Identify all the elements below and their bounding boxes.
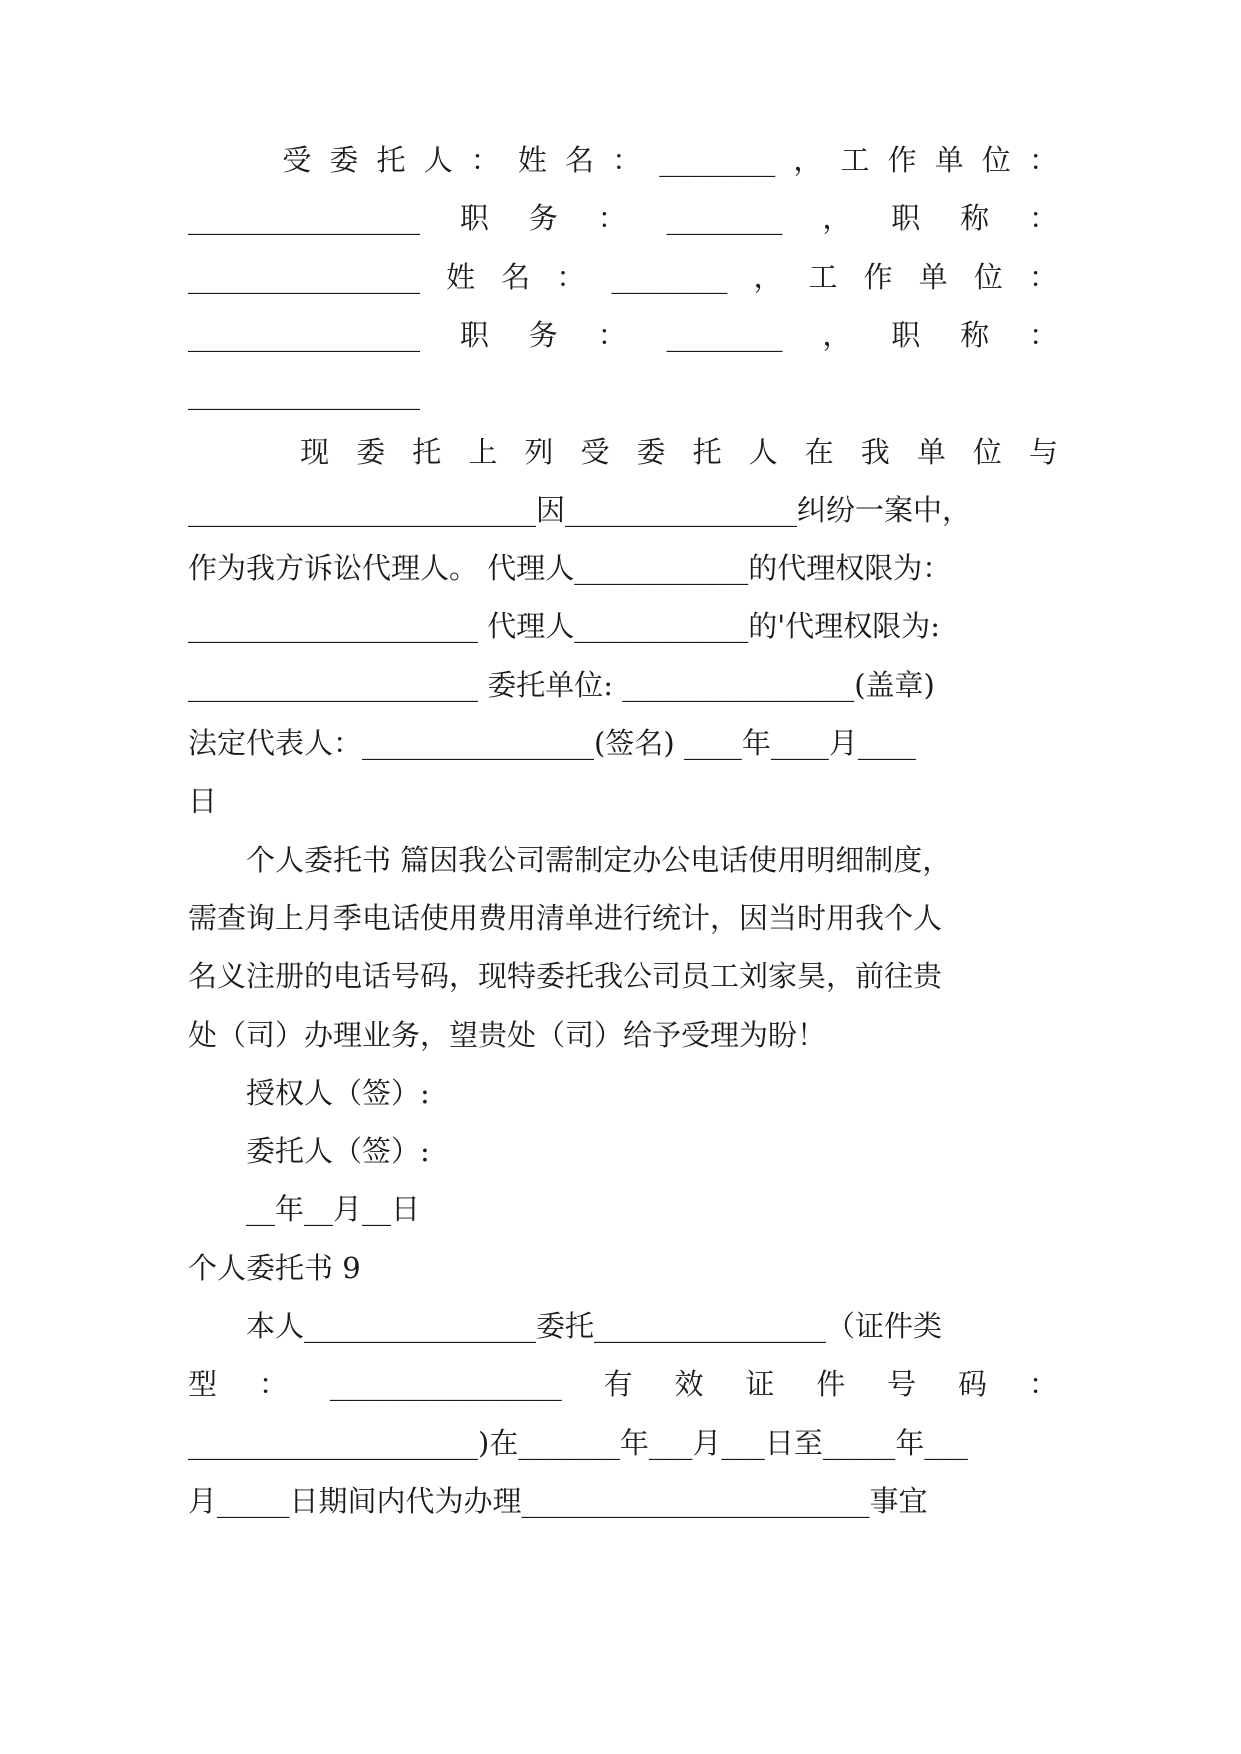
text-glyph: 托	[692, 435, 722, 469]
text-line: ________________	[188, 376, 420, 410]
text-glyph: ：	[1028, 201, 1058, 235]
text-glyph: 务	[528, 201, 558, 235]
text-glyph: ：	[556, 260, 586, 294]
text-glyph: 单	[918, 260, 948, 294]
text-line	[188, 1355, 1058, 1413]
text-glyph: 职	[891, 318, 921, 352]
text-glyph: 委	[356, 435, 386, 469]
text-line	[188, 189, 1058, 247]
text-glyph: 务	[528, 318, 558, 352]
text-glyph: 名	[565, 143, 595, 177]
text-line: 处（司）办理业务，望贵处（司）给予受理为盼！	[188, 1018, 827, 1052]
text-glyph: 码	[957, 1367, 987, 1401]
text-glyph: 人	[423, 143, 453, 177]
text-line: ____________________ 委托单位: ________________(盖章)	[188, 668, 935, 702]
text-glyph	[188, 131, 217, 189]
text-glyph: ________	[666, 318, 783, 352]
text-line: 需查询上月季电话使用费用清单进行统计，因当时用我个人	[188, 901, 943, 935]
text-glyph: 作	[887, 143, 917, 177]
text-glyph: 受	[282, 143, 312, 177]
text-glyph	[244, 423, 273, 481]
text-glyph: ，	[793, 143, 823, 177]
text-glyph: ________	[666, 201, 783, 235]
text-glyph: ：	[1028, 260, 1058, 294]
text-glyph: ，	[822, 201, 852, 235]
text-glyph: ________	[659, 143, 776, 177]
text-glyph: 位	[973, 260, 1003, 294]
text-glyph: ________________	[188, 318, 420, 352]
text-line: 个人委托书 9	[188, 1251, 361, 1285]
text-glyph: ：	[597, 201, 627, 235]
text-glyph: 姓	[517, 143, 547, 177]
text-glyph: 工	[840, 143, 870, 177]
text-line: ____________________)在_______年___月___日至_____年___	[188, 1426, 968, 1460]
text-glyph: 单	[916, 435, 946, 469]
text-glyph: 列	[524, 435, 554, 469]
text-glyph: 位	[981, 143, 1011, 177]
text-glyph: 职	[459, 318, 489, 352]
text-line: 法定代表人：________________(签名) ____年____月____	[188, 726, 916, 760]
text-glyph: 与	[1028, 435, 1058, 469]
text-glyph: ________________	[188, 201, 420, 235]
text-glyph: ：	[1028, 318, 1058, 352]
text-glyph: 证	[745, 1367, 775, 1401]
text-line	[188, 131, 1058, 189]
text-line: 授权人（签）:	[188, 1076, 430, 1110]
text-glyph: 型	[188, 1367, 218, 1401]
text-line: 本人________________委托________________（证件类	[188, 1309, 943, 1343]
text-line	[188, 423, 1058, 481]
text-glyph: 职	[891, 201, 921, 235]
text-glyph: 受	[580, 435, 610, 469]
text-line: 作为我方诉讼代理人。 代理人____________的代理权限为：	[188, 551, 952, 585]
text-glyph: 委	[329, 143, 359, 177]
text-glyph: 效	[674, 1367, 704, 1401]
text-line: 个人委托书 篇因我公司需制定办公电话使用明细制度，	[188, 843, 952, 877]
text-line	[188, 248, 1058, 306]
text-glyph	[188, 423, 217, 481]
text-line: 日	[188, 784, 218, 818]
text-glyph: 托	[412, 435, 442, 469]
text-glyph: 位	[972, 435, 1002, 469]
text-glyph: ________	[611, 260, 728, 294]
text-glyph: 我	[860, 435, 890, 469]
text-glyph: 在	[804, 435, 834, 469]
text-glyph: 人	[748, 435, 778, 469]
text-line	[188, 306, 1058, 364]
text-line: 名义注册的电话号码，现特委托我公司员工刘家昊，前往贵	[188, 959, 943, 993]
text-glyph: ，	[822, 318, 852, 352]
text-glyph: 上	[468, 435, 498, 469]
text-glyph: 委	[636, 435, 666, 469]
text-glyph: 称	[960, 318, 990, 352]
text-line: ____________________ 代理人____________的'代理权限为:	[188, 609, 940, 643]
text-glyph: ：	[258, 1367, 288, 1401]
text-glyph	[235, 131, 264, 189]
text-line: __年__月__日	[188, 1192, 421, 1226]
text-glyph: 职	[459, 201, 489, 235]
text-line: ________________________因________________纠纷一案中，	[188, 493, 972, 527]
text-glyph: 名	[501, 260, 531, 294]
text-glyph: ：	[1028, 143, 1058, 177]
text-glyph: ：	[1028, 1367, 1058, 1401]
text-glyph: 托	[376, 143, 406, 177]
text-glyph: ：	[612, 143, 642, 177]
text-glyph: 称	[960, 201, 990, 235]
text-glyph: ________________	[329, 1367, 562, 1401]
text-line: 月_____日期间内代为办理________________________事宜	[188, 1484, 928, 1518]
text-glyph: ：	[597, 318, 627, 352]
text-glyph: 件	[816, 1367, 846, 1401]
text-glyph: ________________	[188, 260, 420, 294]
text-glyph: 工	[808, 260, 838, 294]
text-glyph: 作	[863, 260, 893, 294]
text-glyph: 单	[934, 143, 964, 177]
text-glyph: ：	[470, 143, 500, 177]
text-glyph: 姓	[446, 260, 476, 294]
text-glyph: 现	[300, 435, 330, 469]
text-glyph: ，	[753, 260, 783, 294]
text-glyph: 有	[603, 1367, 633, 1401]
text-line: 委托人（签）:	[188, 1134, 430, 1168]
text-glyph: 号	[887, 1367, 917, 1401]
